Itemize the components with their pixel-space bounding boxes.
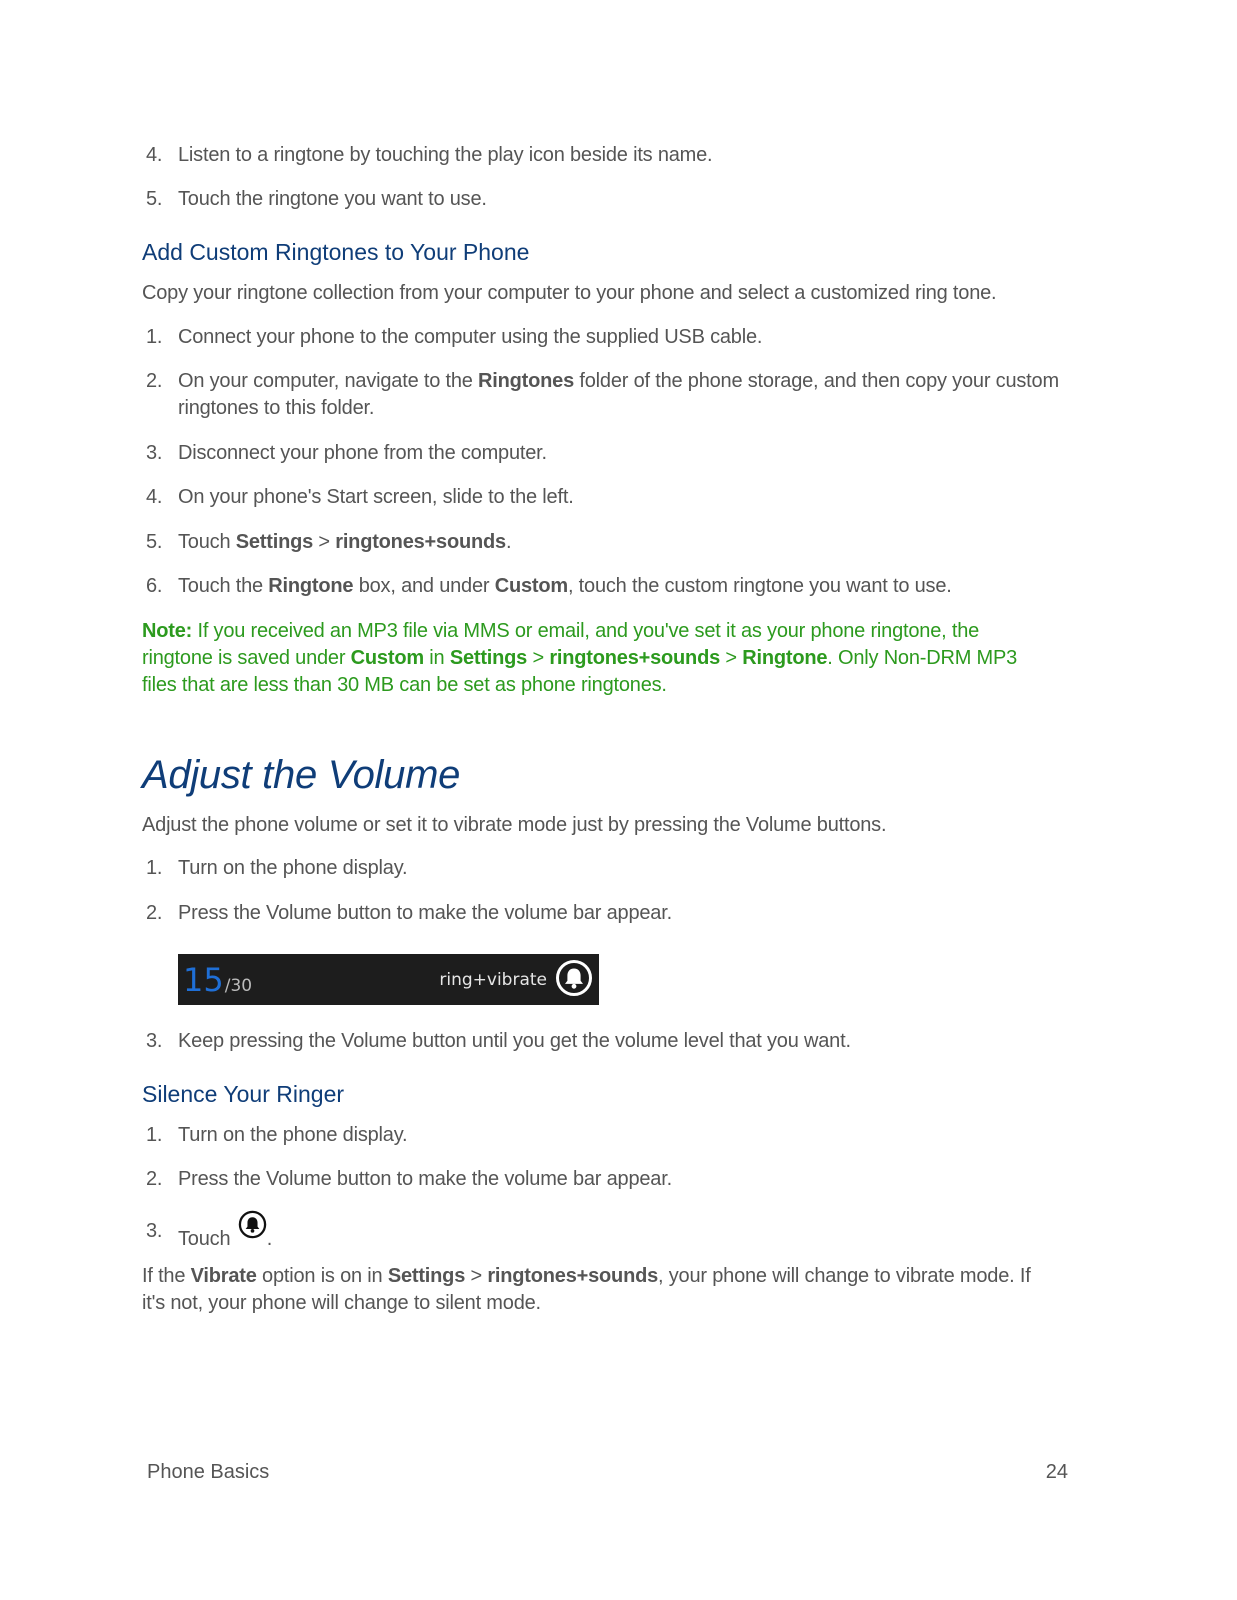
volume-level	[178, 960, 253, 999]
list-item	[142, 142, 1072, 169]
step-text: Press the Volume button to make the volume bar appear.	[178, 902, 672, 924]
step-number: 5.	[146, 531, 163, 553]
step-text: On your computer, navigate to the Ringtones folder of the phone storage, and then copy your custom ringtones to this folder.	[178, 370, 1059, 419]
section-heading: Add Custom Ringtones to Your Phone	[142, 239, 530, 265]
list-item	[142, 573, 1072, 600]
page-title: Adjust the Volume	[142, 753, 461, 797]
list-item	[142, 1028, 1072, 1055]
list-item	[142, 1218, 1072, 1250]
list-item	[142, 529, 1072, 556]
step-number: 1.	[146, 1124, 163, 1146]
step-text: Connect your phone to the computer using the supplied USB cable.	[178, 326, 763, 348]
list-item	[142, 440, 1072, 467]
list-item	[142, 1122, 1072, 1149]
step-text: Disconnect your phone from the computer.	[178, 442, 547, 464]
step-number: 4.	[146, 144, 163, 166]
step-text: On your phone's Start screen, slide to the left.	[178, 486, 574, 508]
step-text: Turn on the phone display.	[178, 857, 408, 879]
step-number: 6.	[146, 575, 163, 597]
ringer-mode-label: ring+vibrate	[439, 969, 547, 990]
list-item	[142, 324, 1072, 351]
step-text: Touch the ringtone you want to use.	[178, 188, 487, 210]
note-callout: Note: If you received an MP3 file via MMS or email, and you've set it as your phone ringtone, the ringtone is saved under Custom in Settings > ringtones+sounds > Ringtone. Only Non-DRM MP3 files that are less than 30 MB can be set as phone ringtones.	[142, 620, 1018, 696]
step-number: 1.	[146, 857, 163, 879]
footer-section-name: Phone Basics	[147, 1461, 270, 1483]
step-number: 3.	[146, 442, 163, 464]
bell-icon	[238, 1218, 267, 1255]
paragraph: If the Vibrate option is on in Settings > ringtones+sounds, your phone will change to vibrate mode. If it's not, your phone will change to silent mode.	[142, 1265, 1031, 1314]
ringer-mode	[439, 959, 599, 1001]
step-number: 2.	[146, 1168, 163, 1190]
volume-current: 15	[183, 960, 224, 999]
step-number: 4.	[146, 486, 163, 508]
step-text: Press the Volume button to make the volume bar appear.	[178, 1168, 672, 1190]
step-text: Touch Settings > ringtones+sounds.	[178, 531, 512, 553]
list-item	[142, 484, 1072, 511]
list-item	[142, 1166, 1072, 1193]
step-text: Turn on the phone display.	[178, 1124, 408, 1146]
step-number: 3.	[146, 1220, 163, 1242]
list-item	[142, 368, 1072, 422]
step-text: Keep pressing the Volume button until you get the volume level that you want.	[178, 1030, 851, 1052]
section-intro: Copy your ringtone collection from your computer to your phone and select a customized ring tone.	[142, 282, 997, 304]
step-number: 3.	[146, 1030, 163, 1052]
bell-icon	[555, 959, 593, 1001]
section-intro: Adjust the phone volume or set it to vibrate mode just by pressing the Volume buttons.	[142, 814, 887, 836]
note-label: Note:	[142, 620, 193, 642]
step-text: Touch .	[178, 1218, 1072, 1255]
step-text: Listen to a ringtone by touching the play icon beside its name.	[178, 144, 713, 166]
step-number: 2.	[146, 370, 163, 392]
step-number: 5.	[146, 188, 163, 210]
step-number: 1.	[146, 326, 163, 348]
section-heading: Silence Your Ringer	[142, 1081, 345, 1107]
volume-max: /30	[224, 975, 253, 996]
volume-bar-image	[178, 954, 599, 1005]
page-number: 24	[1045, 1461, 1068, 1483]
list-item	[142, 186, 1072, 213]
step-text: Touch the Ringtone box, and under Custom, touch the custom ringtone you want to use.	[178, 575, 952, 597]
list-item	[142, 900, 1072, 927]
step-number: 2.	[146, 902, 163, 924]
list-item	[142, 855, 1072, 882]
